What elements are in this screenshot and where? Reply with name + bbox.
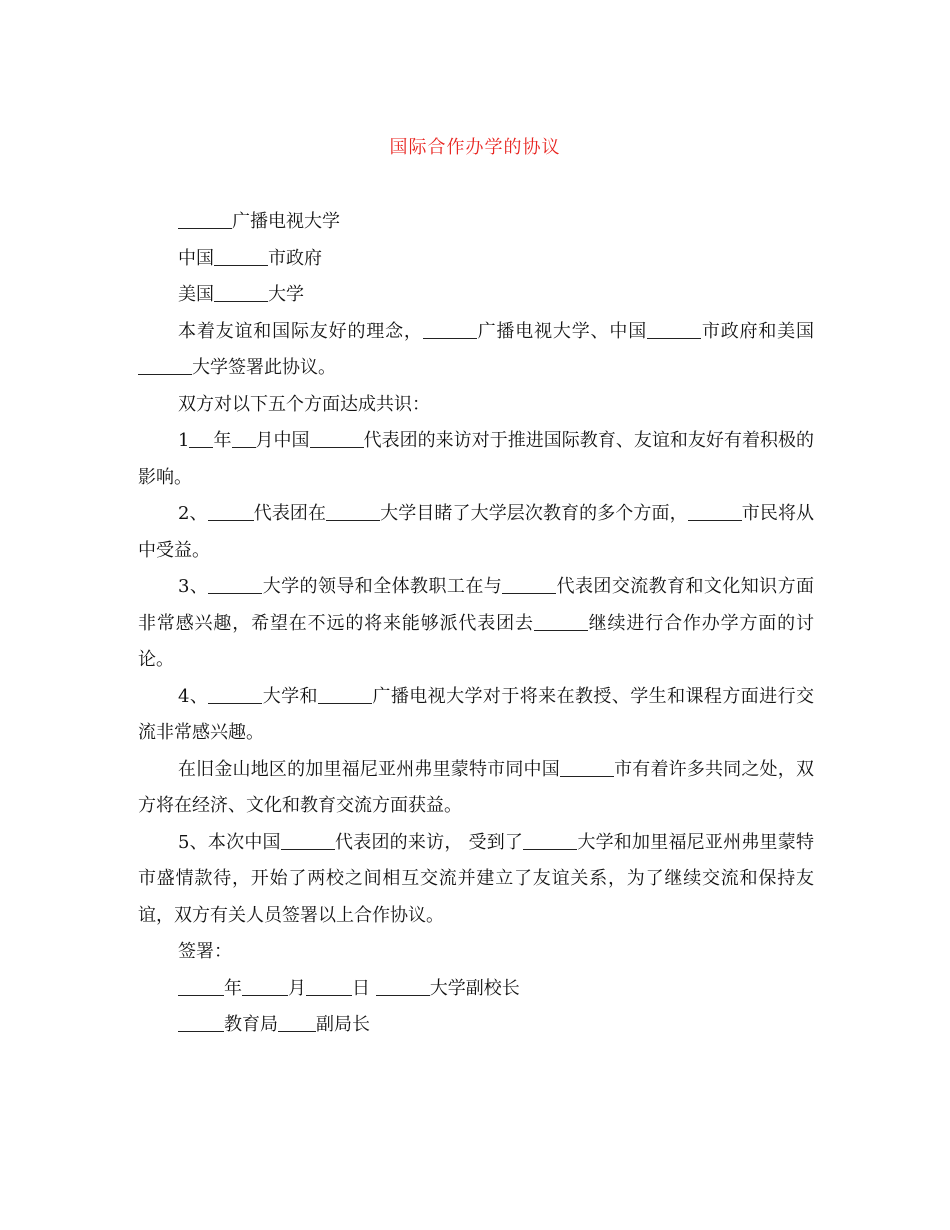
blank-line xyxy=(242,975,288,996)
blank-line xyxy=(178,1011,224,1032)
blank-line xyxy=(306,975,352,996)
blank-line xyxy=(278,1011,316,1032)
party-line-3 xyxy=(138,277,814,314)
item-1-paragraph xyxy=(138,423,814,496)
item-3-paragraph xyxy=(138,569,814,679)
signature-year: 年 xyxy=(224,977,242,999)
signature-day: 日 xyxy=(352,977,370,999)
intro-text-b: 广播电视大学、中国 xyxy=(476,320,648,342)
item-5-text-b: 代表团的来访， 受到了 xyxy=(334,831,524,853)
item-3-text-b: 大学的领导和全体教职工在与 xyxy=(262,576,503,597)
blank-line xyxy=(523,829,577,850)
item-1-text-d: 代表团的来访对于推进国际教育、友谊和友好有着积极的影响。 xyxy=(138,430,815,488)
blank-line xyxy=(214,281,268,302)
blank-line xyxy=(647,318,701,339)
intro-text-c: 市政府和美国 xyxy=(701,320,815,342)
document-title: 国际合作办学的协议 xyxy=(389,137,561,158)
item-3-text-c: 代表团交流教育和文化知识方面非常感兴趣，希望在不远的将来能够派代表团去 xyxy=(138,576,815,634)
item-3-number: 3、 xyxy=(178,576,209,597)
party-line-1 xyxy=(138,204,814,241)
signature-month: 月 xyxy=(288,977,306,999)
party-line-2 xyxy=(138,241,814,278)
consensus-line: 双方对以下五个方面达成共识： xyxy=(178,393,430,415)
sf-paragraph xyxy=(138,752,814,825)
intro-text-a: 本着友谊和国际友好的理念， xyxy=(178,320,423,342)
intro-text-d: 大学签署此协议。 xyxy=(192,357,336,378)
blank-line xyxy=(688,500,742,521)
blank-line xyxy=(189,427,213,448)
item-4-text-c: 广播电视大学对于将来在教授、学生和课程方面进行交流非常感兴趣。 xyxy=(138,685,815,743)
intro-paragraph xyxy=(138,314,814,387)
signature-vice-president: 大学副校长 xyxy=(429,977,520,999)
blank-line xyxy=(326,500,380,521)
item-4-text-b: 大学和 xyxy=(262,685,318,707)
item-4-number: 4、 xyxy=(178,685,209,707)
item-2-text-d: 市民将从中受益。 xyxy=(138,503,815,561)
signature-deputy: 副局长 xyxy=(316,1014,370,1035)
item-1-text-b: 年 xyxy=(213,430,232,451)
sf-text-a: 在旧金山地区的加里福尼亚州弗里蒙特市同中国 xyxy=(178,758,560,780)
item-5-text-a: 5、本次中国 xyxy=(178,831,281,853)
blank-line xyxy=(423,318,477,339)
item-3-text-d: 继续进行合作办学方面的讨论。 xyxy=(138,612,815,670)
blank-line xyxy=(208,500,254,521)
blank-line xyxy=(214,245,268,266)
blank-line xyxy=(178,208,232,229)
party-3-prefix: 美国 xyxy=(178,284,214,305)
blank-line xyxy=(534,610,588,631)
blank-line xyxy=(232,427,256,448)
item-1-number: 1 xyxy=(178,430,190,451)
blank-line xyxy=(138,354,192,375)
item-2-text-c: 大学目睹了大学层次教育的多个方面， xyxy=(380,503,688,524)
signature-bureau-line xyxy=(138,1007,814,1044)
signature-bureau: 教育局 xyxy=(224,1014,278,1035)
document-body xyxy=(138,204,814,1044)
blank-line xyxy=(560,756,614,777)
item-2-text-b: 代表团在 xyxy=(253,503,327,524)
party-2-suffix: 市政府 xyxy=(268,247,322,269)
blank-line xyxy=(208,573,262,594)
signature-date-line xyxy=(138,971,814,1008)
item-4-paragraph xyxy=(138,679,814,752)
blank-line xyxy=(281,829,335,850)
party-3-suffix: 大学 xyxy=(268,284,304,305)
blank-line xyxy=(310,427,364,448)
blank-line xyxy=(502,573,556,594)
item-2-number: 2、 xyxy=(178,503,208,524)
item-5-text-c: 大学和加里福尼亚州弗里蒙特市盛情款待，开始了两校之间相互交流并建立了友谊关系，为了继续交流和保持友谊，双方有关人员签署以上合作协议。 xyxy=(138,831,814,926)
sf-text-b: 市有着许多共同之处，双方将在经济、文化和教育交流方面获益。 xyxy=(138,758,814,816)
blank-line xyxy=(318,683,372,704)
item-2-paragraph xyxy=(138,496,814,569)
blank-line xyxy=(178,975,224,996)
blank-line xyxy=(376,975,430,996)
item-5-paragraph xyxy=(138,825,814,935)
signature-label: 签署： xyxy=(178,941,232,962)
item-1-text-c: 月中国 xyxy=(255,430,310,451)
party-1-text: 广播电视大学 xyxy=(232,211,340,232)
blank-line xyxy=(208,683,262,704)
party-2-prefix: 中国 xyxy=(178,247,214,269)
